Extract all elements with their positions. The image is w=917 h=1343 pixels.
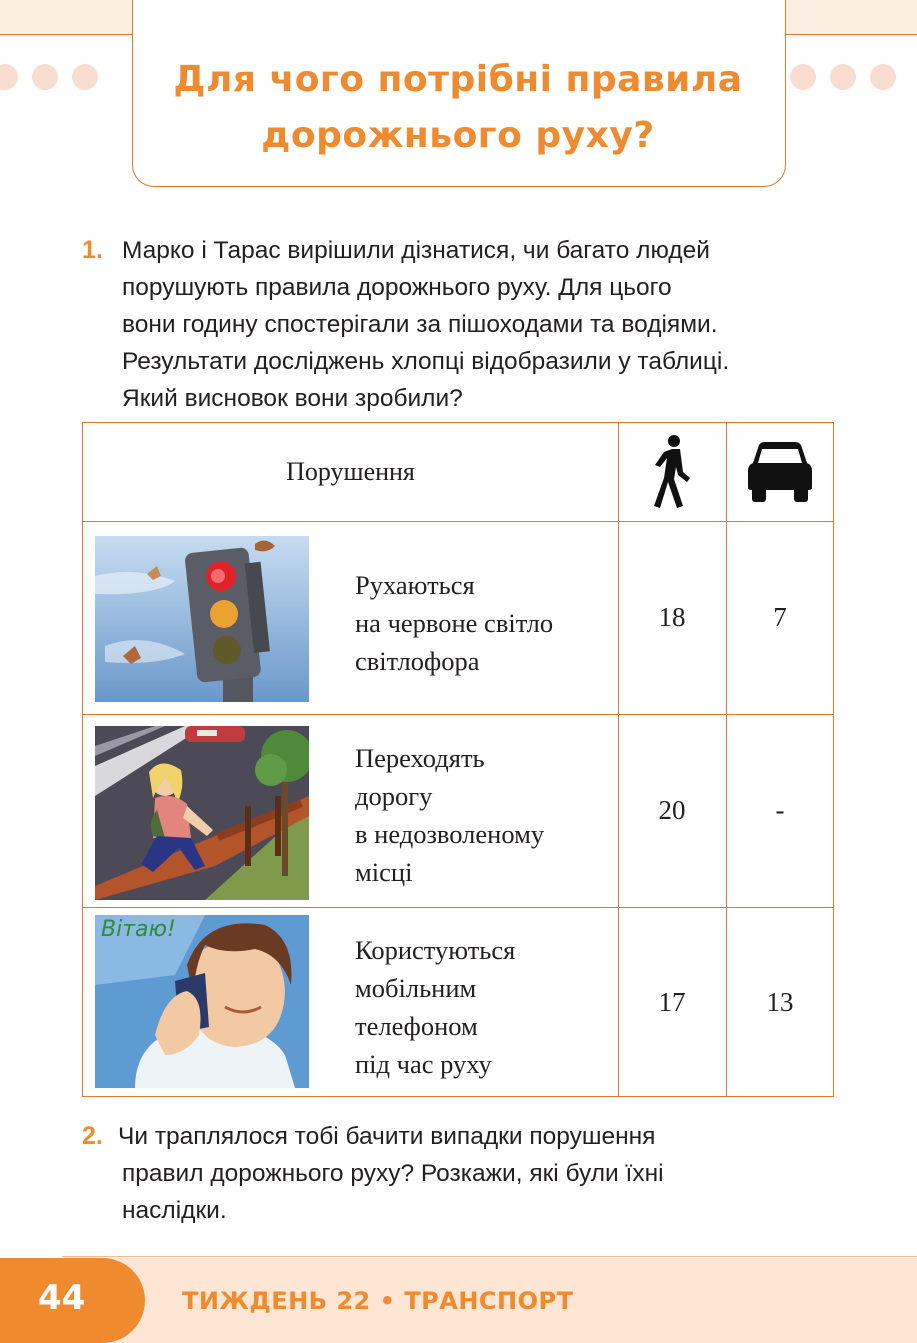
page-title-line-2: дорожнього руху? — [261, 115, 655, 156]
page-title — [132, 52, 784, 164]
row-2-line: місці — [355, 857, 413, 887]
task-1-line: вони годину спостерігали за пішоходами та водіями. — [122, 311, 718, 338]
row-3-line: під час руху — [355, 1049, 492, 1079]
task-2-line: Чи траплялося тобі бачити випадки порушення — [118, 1123, 656, 1150]
row-2-pedestrians-value: 20 — [658, 795, 686, 825]
row-2-drivers-value: - — [775, 795, 785, 825]
task-2-number: 2. — [82, 1122, 103, 1150]
row-1-drivers-value: 7 — [773, 602, 787, 632]
task-2-text — [118, 1118, 858, 1229]
page-title-line-1: Для чого потрібні правила — [173, 59, 743, 100]
row-1-description — [355, 566, 553, 680]
row-2-description — [355, 739, 544, 891]
row-2-line: Переходять — [355, 743, 485, 773]
car-icon — [747, 441, 813, 503]
task-2-line: наслідки. — [122, 1197, 227, 1224]
pedestrian-column-header — [618, 423, 726, 521]
pedestrian-icon — [650, 434, 694, 510]
row-3-pedestrians-value: 17 — [658, 986, 686, 1017]
row-3-description — [355, 931, 515, 1083]
footer-divider — [62, 1256, 917, 1257]
task-1-line: Марко і Тарас вирішили дізнатися, чи багато людей — [122, 237, 710, 264]
task-1-text — [122, 232, 862, 417]
row-3-line: Користуються — [355, 935, 516, 965]
row-1-pedestrians-value: 18 — [658, 602, 686, 632]
header-band-left — [0, 0, 132, 35]
car-column-header — [726, 423, 834, 521]
row-3-line: телефоном — [355, 1011, 478, 1041]
row-3-drivers-value: 13 — [766, 986, 794, 1017]
header-band-right — [784, 0, 917, 35]
girl-crossing-illustration — [95, 726, 309, 900]
decor-dots-right — [790, 64, 896, 92]
table-header-violation: Порушення — [286, 457, 415, 486]
task-1-line: порушують правила дорожнього руху. Для цього — [122, 274, 672, 301]
task-2-line: правил дорожнього руху? Розкажи, які були їхні — [122, 1160, 664, 1187]
row-1-line: Рухаються — [355, 570, 475, 600]
speech-text: Вітаю! — [101, 917, 176, 942]
decor-dots-left — [0, 64, 98, 92]
row-2-line: в недозволеному — [355, 819, 545, 849]
task-1-line: Результати досліджень хлопці відобразили у таблиці. — [122, 348, 730, 375]
traffic-light-illustration — [95, 536, 309, 702]
page-number: 44 — [38, 1278, 86, 1318]
row-1-line: світлофора — [355, 646, 480, 676]
violations-table — [82, 422, 834, 1097]
footer-section-title: ТИЖДЕНЬ 22 • ТРАНСПОРТ — [182, 1287, 574, 1315]
row-2-line: дорогу — [355, 781, 433, 811]
row-3-line: мобільним — [355, 973, 477, 1003]
task-1-number: 1. — [82, 236, 103, 264]
task-1-line: Який висновок вони зробили? — [122, 385, 463, 412]
row-1-line: на червоне світло — [355, 608, 554, 638]
